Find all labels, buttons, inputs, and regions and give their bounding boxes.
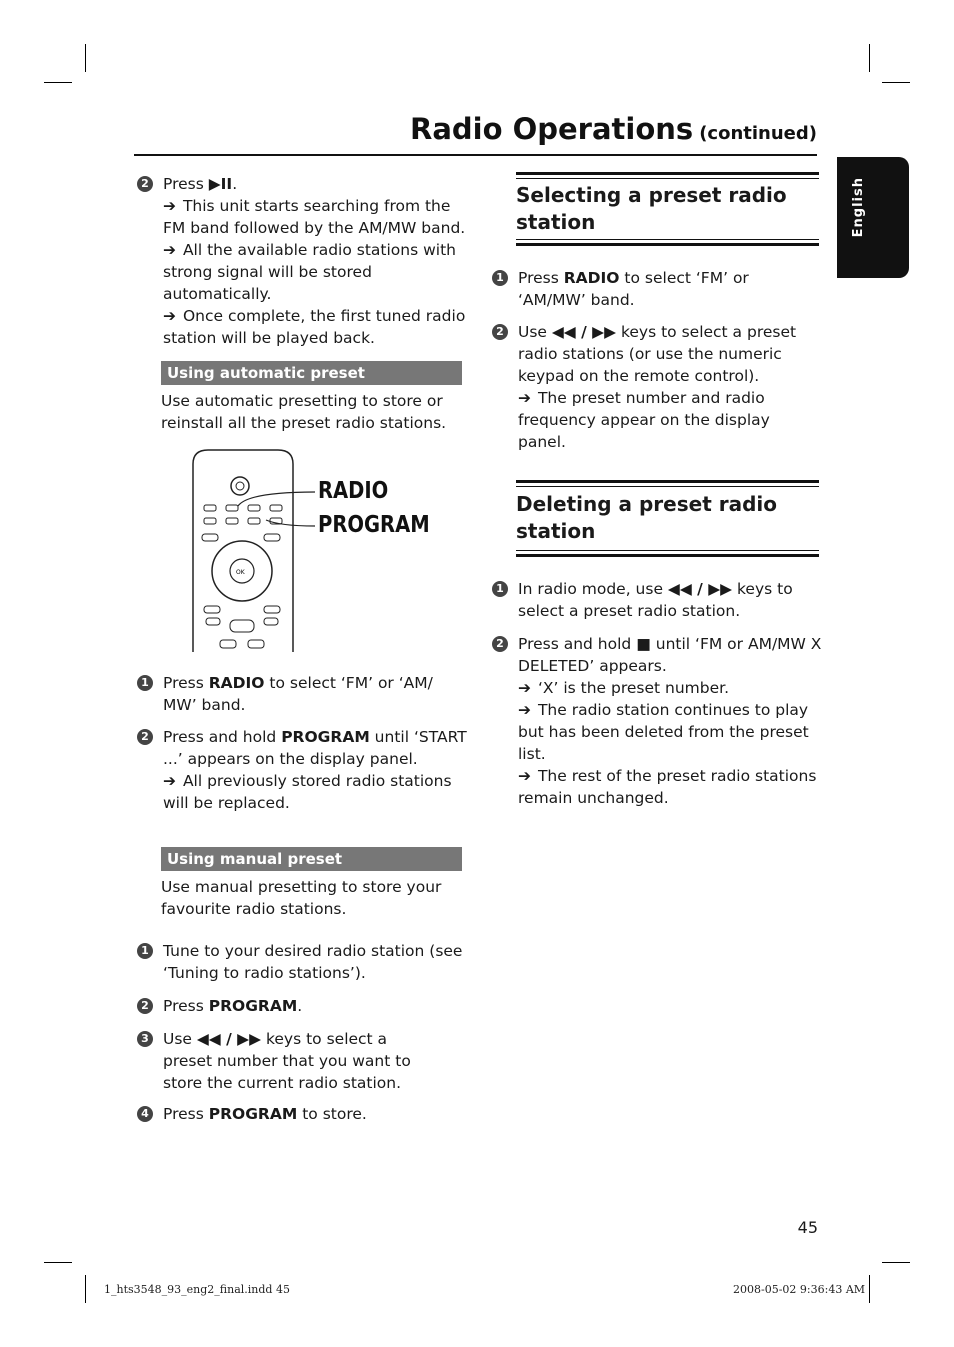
section-rule — [516, 239, 819, 240]
manual-intro: Use manual presetting to store your favourite radio stations. — [161, 878, 442, 918]
step-text: to store. — [297, 1105, 367, 1123]
language-tab-label: English — [851, 177, 866, 238]
crop-mark — [44, 1262, 72, 1263]
step-note: All previously stored radio stations will be replaced. — [163, 772, 452, 812]
crop-mark — [882, 82, 910, 83]
remote-label-radio: RADIO — [318, 478, 389, 504]
section-rule — [516, 486, 819, 487]
step-number: 1 — [137, 675, 153, 691]
step-number: 3 — [137, 1031, 153, 1047]
step-text: Use — [163, 1030, 197, 1048]
title-rule — [134, 154, 817, 156]
crop-mark — [882, 1262, 910, 1263]
key-radio: RADIO — [208, 674, 265, 692]
arrow-icon: ➔ — [163, 307, 176, 325]
key-program: PROGRAM — [208, 1105, 298, 1123]
step-text: until ‘FM or AM/MW X DELETED’ appears. — [518, 635, 822, 675]
step-note: The preset number and radio frequency appear on the display panel. — [518, 389, 770, 451]
skip-keys-symbol: ◀◀ / ▶▶ — [196, 1030, 262, 1048]
step-number: 2 — [492, 636, 508, 652]
step-note: This unit starts searching from the FM band followed by the AM/MW band. — [163, 197, 466, 237]
step-number: 1 — [492, 270, 508, 286]
section-rule — [516, 243, 819, 246]
arrow-icon: ➔ — [518, 389, 531, 407]
auto-preset-banner: Using automatic preset — [161, 361, 462, 385]
section-heading-select: Selecting a preset radio station — [516, 183, 787, 234]
step-number: 2 — [492, 324, 508, 340]
step-text: . — [297, 997, 303, 1015]
play-pause-symbol: ▶II — [208, 175, 233, 193]
step-note: All the available radio stations with strong signal will be stored automatically. — [163, 241, 456, 303]
arrow-icon: ➔ — [163, 197, 176, 215]
arrow-icon: ➔ — [518, 679, 531, 697]
step-text: Tune to your desired radio station (see ‘Tuning to radio stations’). — [163, 942, 463, 982]
page-title — [410, 112, 817, 146]
step-text: keys to select a preset number that you want to store the current radio station. — [163, 1030, 411, 1092]
skip-keys-symbol: ◀◀ / ▶▶ — [551, 323, 617, 341]
step-text: Press — [163, 674, 209, 692]
remote-label-program: PROGRAM — [318, 512, 430, 538]
title-continued: (continued) — [699, 123, 817, 144]
step-number: 2 — [137, 729, 153, 745]
footer-file: 1_hts3548_93_eng2_final.indd 45 — [104, 1283, 290, 1296]
arrow-icon: ➔ — [163, 772, 176, 790]
page-number: 45 — [797, 1218, 818, 1237]
crop-mark — [869, 44, 870, 72]
step-text: Press — [163, 1105, 209, 1123]
key-program: PROGRAM — [208, 997, 298, 1015]
section-rule — [516, 550, 819, 551]
step-text: keys to select a preset radio stations (or use the numeric keypad on the remote control). — [518, 323, 797, 385]
title-main: Radio Operations — [409, 112, 694, 146]
step-note: The rest of the preset radio stations remain unchanged. — [518, 767, 817, 807]
step-number: 1 — [137, 943, 153, 959]
step-note: The radio station continues to play but has been deleted from the preset list. — [518, 701, 809, 763]
step-note: Once complete, the first tuned radio station will be played back. — [163, 307, 466, 347]
step-text: Press — [163, 175, 204, 193]
step-text: keys to select a preset radio station. — [518, 580, 793, 620]
crop-mark — [44, 82, 72, 83]
remote-control-illustration — [190, 448, 440, 652]
arrow-icon: ➔ — [518, 767, 531, 785]
step-text: Press and hold — [518, 635, 637, 653]
manual-preset-banner: Using manual preset — [161, 847, 462, 871]
svg-text:OK: OK — [236, 569, 245, 576]
section-rule — [516, 554, 819, 557]
step-number: 1 — [492, 581, 508, 597]
step-number: 4 — [137, 1106, 153, 1122]
step-text: until ‘START ...’ appears on the display panel. — [163, 728, 467, 768]
arrow-icon: ➔ — [163, 241, 176, 259]
auto-intro: Use automatic presetting to store or reinstall all the preset radio stations. — [161, 392, 447, 432]
skip-keys-symbol: ◀◀ / ▶▶ — [667, 580, 733, 598]
step-number: 2 — [137, 176, 153, 192]
key-program: PROGRAM — [281, 728, 370, 746]
section-rule — [516, 172, 819, 175]
step-note: ‘X’ is the preset number. — [537, 679, 730, 697]
step-text: to select ‘FM’ or ‘AM/MW’ band. — [518, 269, 749, 309]
step-text: Use — [518, 323, 552, 341]
footer-timestamp: 2008-05-02 9:36:43 AM — [733, 1283, 866, 1296]
step-text: Press — [163, 997, 209, 1015]
section-heading-delete: Deleting a preset radio station — [516, 492, 777, 543]
key-radio: RADIO — [563, 269, 620, 287]
crop-mark — [85, 44, 86, 72]
step-text: to select ‘FM’ or ‘AM/ MW’ band. — [163, 674, 433, 714]
language-tab — [837, 157, 909, 278]
stop-symbol: ■ — [636, 635, 651, 653]
step-text: Press — [518, 269, 564, 287]
step-text: In radio mode, use — [518, 580, 668, 598]
arrow-icon: ➔ — [518, 701, 531, 719]
crop-mark — [85, 1275, 86, 1303]
section-rule — [516, 480, 819, 483]
crop-mark — [869, 1275, 870, 1303]
step-text: . — [232, 175, 238, 193]
section-rule — [516, 178, 819, 179]
step-number: 2 — [137, 998, 153, 1014]
step-text: Press and hold — [163, 728, 282, 746]
